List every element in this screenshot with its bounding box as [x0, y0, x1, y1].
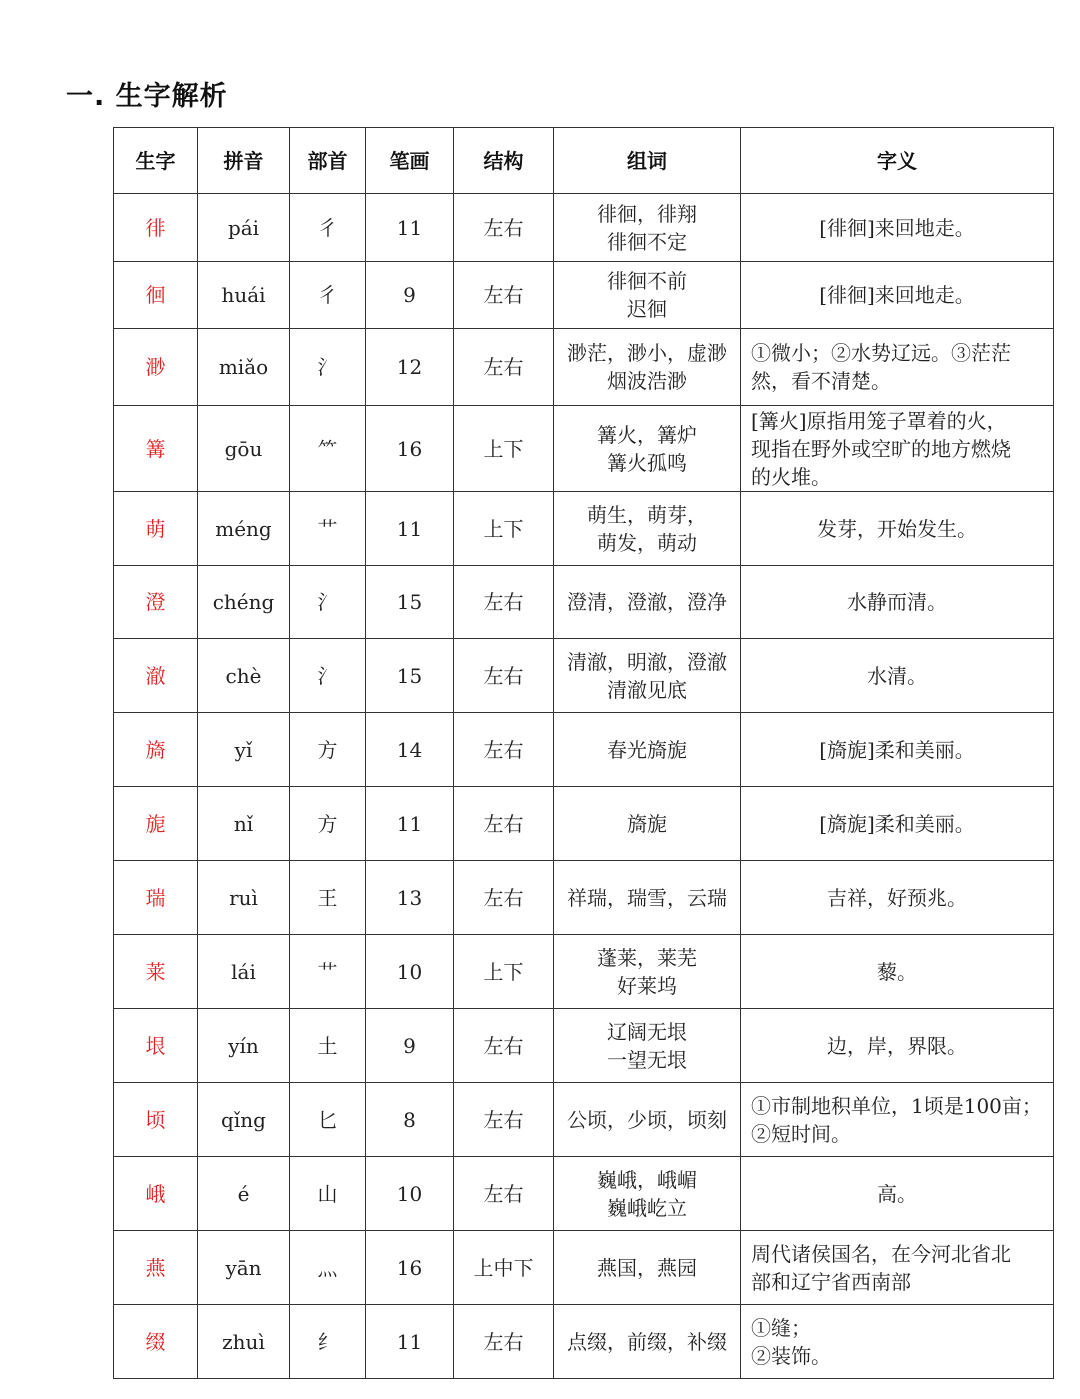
col-header-words: 组词: [554, 128, 741, 194]
meaning-cell: [741, 1009, 1054, 1083]
structure-cell: 上下: [454, 492, 554, 566]
strokes-cell: 11: [366, 1305, 454, 1379]
char-cell: 徊: [114, 262, 198, 329]
radical-cell: 彳: [290, 194, 366, 262]
word-line: 清澈见底: [607, 677, 687, 702]
meaning-cell: [741, 194, 1054, 262]
col-header-char: 生字: [114, 128, 198, 194]
strokes-cell: 13: [366, 861, 454, 935]
meaning-cell: [741, 566, 1054, 639]
meaning-line: [徘徊]来回地走。: [819, 215, 975, 240]
meaning-cell: [741, 861, 1054, 935]
meaning-cell: [741, 1305, 1054, 1379]
word-line: 巍峨，峨嵋: [597, 1167, 697, 1192]
table-row: [114, 861, 1054, 935]
char-cell: 峨: [114, 1157, 198, 1231]
table-row: [114, 262, 1054, 329]
meaning-line: ①市制地积单位，1顷是100亩；: [751, 1093, 1042, 1118]
strokes-cell: 9: [366, 262, 454, 329]
radical-cell: 山: [290, 1157, 366, 1231]
words-cell: [554, 262, 741, 329]
meaning-line: 的火堆。: [751, 464, 831, 489]
word-line: 篝火，篝炉: [597, 422, 697, 447]
table-row: [114, 566, 1054, 639]
meaning-cell: [741, 406, 1054, 492]
pinyin-cell: méng: [198, 492, 290, 566]
structure-cell: 左右: [454, 566, 554, 639]
meaning-cell: [741, 1231, 1054, 1305]
structure-cell: 左右: [454, 639, 554, 713]
radical-cell: ⺮: [290, 406, 366, 492]
pinyin-cell: zhuì: [198, 1305, 290, 1379]
strokes-cell: 15: [366, 639, 454, 713]
header-row: [114, 128, 1054, 194]
meaning-cell: [741, 262, 1054, 329]
meaning-line: ②装饰。: [751, 1343, 831, 1368]
radical-cell: 氵: [290, 639, 366, 713]
word-line: 烟波浩渺: [607, 369, 687, 393]
meaning-line: 高。: [877, 1181, 917, 1206]
meaning-line: ①微小；②水势辽远。③茫茫: [751, 341, 1011, 365]
word-line: 萌生，萌芽，: [587, 502, 707, 527]
meaning-line: 藜。: [877, 959, 917, 984]
char-cell: 瑞: [114, 861, 198, 935]
meaning-cell: [741, 1083, 1054, 1157]
pinyin-cell: huái: [198, 262, 290, 329]
pinyin-cell: lái: [198, 935, 290, 1009]
structure-cell: 左右: [454, 713, 554, 787]
strokes-cell: 14: [366, 713, 454, 787]
table-row: [114, 639, 1054, 713]
radical-cell: 氵: [290, 566, 366, 639]
words-cell: [554, 1083, 741, 1157]
word-line: 篝火孤鸣: [607, 450, 687, 475]
structure-cell: 左右: [454, 1083, 554, 1157]
words-cell: [554, 1231, 741, 1305]
structure-cell: 左右: [454, 1009, 554, 1083]
word-line: 春光旖旎: [607, 737, 687, 762]
meaning-line: [徘徊]来回地走。: [819, 283, 975, 307]
radical-cell: 灬: [290, 1231, 366, 1305]
pinyin-cell: pái: [198, 194, 290, 262]
table-row: [114, 1231, 1054, 1305]
words-cell: [554, 787, 741, 861]
pinyin-cell: nǐ: [198, 787, 290, 861]
strokes-cell: 16: [366, 1231, 454, 1305]
words-cell: [554, 329, 741, 406]
meaning-cell: [741, 1157, 1054, 1231]
meaning-line: [旖旎]柔和美丽。: [819, 811, 975, 836]
structure-cell: 左右: [454, 861, 554, 935]
char-cell: 澈: [114, 639, 198, 713]
char-cell: 篝: [114, 406, 198, 492]
structure-cell: 左右: [454, 787, 554, 861]
meaning-line: 水静而清。: [847, 590, 947, 614]
meaning-cell: [741, 713, 1054, 787]
table-row: [114, 787, 1054, 861]
meaning-line: ②短时间。: [751, 1121, 851, 1146]
word-line: 辽阔无垠: [607, 1019, 687, 1044]
table-row: [114, 713, 1054, 787]
char-cell: 旖: [114, 713, 198, 787]
character-table: [113, 127, 1054, 1379]
meaning-line: 发芽，开始发生。: [817, 516, 977, 541]
word-line: 澄清，澄澈，澄净: [567, 590, 727, 614]
pinyin-cell: yín: [198, 1009, 290, 1083]
strokes-cell: 12: [366, 329, 454, 406]
word-line: 迟徊: [627, 297, 667, 321]
pinyin-cell: ruì: [198, 861, 290, 935]
strokes-cell: 10: [366, 935, 454, 1009]
pinyin-cell: yǐ: [198, 713, 290, 787]
word-line: 徘徊不前: [607, 269, 687, 293]
meaning-line: 边，岸，界限。: [827, 1033, 967, 1058]
radical-cell: 氵: [290, 329, 366, 406]
pinyin-cell: chè: [198, 639, 290, 713]
col-header-meaning: 字义: [741, 128, 1054, 194]
pinyin-cell: miǎo: [198, 329, 290, 406]
words-cell: [554, 1009, 741, 1083]
words-cell: [554, 492, 741, 566]
strokes-cell: 16: [366, 406, 454, 492]
word-line: 渺茫，渺小，虚渺: [567, 341, 727, 365]
strokes-cell: 15: [366, 566, 454, 639]
meaning-cell: [741, 492, 1054, 566]
meaning-line: 水清。: [867, 663, 927, 688]
word-line: 点缀，前缀，补缀: [567, 1329, 727, 1354]
word-line: 徘徊，徘翔: [597, 201, 697, 226]
strokes-cell: 8: [366, 1083, 454, 1157]
word-line: 燕国，燕园: [597, 1255, 697, 1280]
structure-cell: 左右: [454, 1157, 554, 1231]
radical-cell: 艹: [290, 935, 366, 1009]
table-row: [114, 406, 1054, 492]
char-cell: 莱: [114, 935, 198, 1009]
structure-cell: 左右: [454, 1305, 554, 1379]
meaning-line: [旖旎]柔和美丽。: [819, 737, 975, 762]
radical-cell: 纟: [290, 1305, 366, 1379]
meaning-cell: [741, 935, 1054, 1009]
radical-cell: 方: [290, 787, 366, 861]
word-line: 祥瑞，瑞雪，云瑞: [567, 885, 727, 910]
structure-cell: 上下: [454, 935, 554, 1009]
strokes-cell: 11: [366, 492, 454, 566]
meaning-line: 吉祥，好预兆。: [827, 885, 967, 910]
meaning-line: 部和辽宁省西南部: [751, 1269, 911, 1294]
table-row: [114, 194, 1054, 262]
table-row: [114, 329, 1054, 406]
char-cell: 萌: [114, 492, 198, 566]
table-row: [114, 1009, 1054, 1083]
words-cell: [554, 1305, 741, 1379]
char-cell: 缀: [114, 1305, 198, 1379]
words-cell: [554, 639, 741, 713]
table-row: [114, 1083, 1054, 1157]
meaning-cell: [741, 787, 1054, 861]
radical-cell: 匕: [290, 1083, 366, 1157]
char-cell: 顷: [114, 1083, 198, 1157]
word-line: 清澈，明澈，澄澈: [567, 649, 727, 674]
strokes-cell: 9: [366, 1009, 454, 1083]
char-cell: 徘: [114, 194, 198, 262]
structure-cell: 上中下: [454, 1231, 554, 1305]
radical-cell: 艹: [290, 492, 366, 566]
structure-cell: 左右: [454, 194, 554, 262]
char-cell: 垠: [114, 1009, 198, 1083]
table-row: [114, 492, 1054, 566]
word-line: 萌发，萌动: [597, 530, 697, 555]
meaning-line: 然，看不清楚。: [751, 369, 891, 393]
structure-cell: 左右: [454, 329, 554, 406]
word-line: 一望无垠: [607, 1047, 687, 1072]
word-line: 好莱坞: [617, 973, 677, 998]
radical-cell: 彳: [290, 262, 366, 329]
radical-cell: 土: [290, 1009, 366, 1083]
col-header-strokes: 笔画: [366, 128, 454, 194]
char-cell: 燕: [114, 1231, 198, 1305]
pinyin-cell: chéng: [198, 566, 290, 639]
words-cell: [554, 194, 741, 262]
radical-cell: 王: [290, 861, 366, 935]
col-header-structure: 结构: [454, 128, 554, 194]
col-header-radical: 部首: [290, 128, 366, 194]
table-row: [114, 1305, 1054, 1379]
char-cell: 澄: [114, 566, 198, 639]
table-row: [114, 935, 1054, 1009]
strokes-cell: 10: [366, 1157, 454, 1231]
radical-cell: 方: [290, 713, 366, 787]
word-line: 徘徊不定: [607, 229, 687, 254]
meaning-line: [篝火]原指用笼子罩着的火，: [751, 408, 1007, 433]
col-header-pinyin: 拼音: [198, 128, 290, 194]
strokes-cell: 11: [366, 787, 454, 861]
table-row: [114, 1157, 1054, 1231]
words-cell: [554, 566, 741, 639]
char-cell: 渺: [114, 329, 198, 406]
structure-cell: 上下: [454, 406, 554, 492]
words-cell: [554, 861, 741, 935]
meaning-line: 周代诸侯国名，在今河北省北: [751, 1241, 1011, 1266]
meaning-line: 现指在野外或空旷的地方燃烧: [751, 436, 1011, 461]
pinyin-cell: é: [198, 1157, 290, 1231]
pinyin-cell: gōu: [198, 406, 290, 492]
strokes-cell: 11: [366, 194, 454, 262]
words-cell: [554, 935, 741, 1009]
meaning-cell: [741, 329, 1054, 406]
word-line: 旖旎: [627, 811, 667, 836]
word-line: 巍峨屹立: [607, 1195, 687, 1220]
word-line: 蓬莱，莱芜: [597, 945, 697, 970]
words-cell: [554, 1157, 741, 1231]
word-line: 公顷，少顷，顷刻: [567, 1107, 727, 1132]
section-heading: 一. 生字解析: [66, 81, 228, 112]
words-cell: [554, 713, 741, 787]
pinyin-cell: qǐng: [198, 1083, 290, 1157]
structure-cell: 左右: [454, 262, 554, 329]
char-cell: 旎: [114, 787, 198, 861]
meaning-line: ①缝；: [751, 1315, 811, 1340]
pinyin-cell: yān: [198, 1231, 290, 1305]
words-cell: [554, 406, 741, 492]
meaning-cell: [741, 639, 1054, 713]
